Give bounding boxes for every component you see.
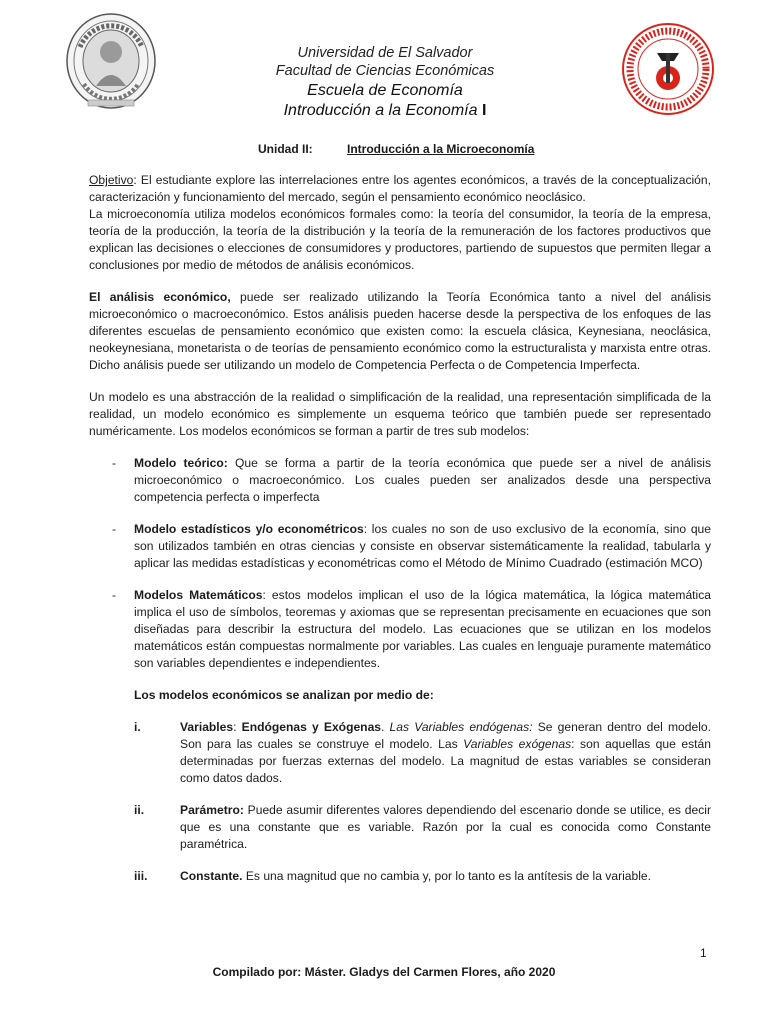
objective-paragraph	[89, 172, 711, 206]
university-seal-icon	[66, 12, 156, 110]
item-text: Es una magnitud que no cambia y, por lo tanto es la antítesis de la variable.	[242, 869, 652, 883]
bullet-dash: -	[112, 456, 117, 470]
course-suffix: I	[481, 102, 487, 119]
document-body	[89, 172, 711, 900]
bullet-dash: -	[112, 522, 117, 536]
document-footer: Compilado por: Máster. Gladys del Carmen Flores, año 2020	[212, 965, 556, 979]
unit-title: Introducción a la Microeconomía	[347, 142, 535, 156]
objective-label: Objetivo	[89, 173, 134, 187]
bullet-term: Modelo estadísticos y/o econométricos	[134, 522, 364, 536]
list-item	[89, 521, 711, 572]
analysis-elements-list	[89, 719, 711, 885]
item-italic: Variables exógenas	[463, 737, 572, 751]
objective-text: : El estudiante explore las interrelaciones entre los agentes económicos, a través de la conceptualización, caracterización y funcionamiento del mercado, según el pensamiento económico neoclásico.	[89, 173, 711, 204]
list-item	[89, 455, 711, 506]
roman-numeral: iii.	[134, 869, 148, 883]
bullet-term: Modelo teórico:	[134, 456, 228, 470]
list-item	[89, 868, 711, 885]
unit-label: Unidad II:	[258, 142, 313, 156]
list-item	[89, 719, 711, 787]
analysis-paragraph	[89, 289, 711, 374]
bullet-text: Que se forma a partir de la teoría económica que puede ser a nivel de análisis microeconómico o macroeconómico. Los cuales pueden ser analizados desde una perspectiva competencia perfecta o imperfecta	[134, 456, 712, 504]
page-number: 1	[700, 946, 707, 960]
document-header	[200, 44, 570, 121]
item-term: Parámetro:	[180, 803, 244, 817]
analysis-text: puede ser realizado utilizando la Teoría Económica tanto a nivel del análisis microeconómico o macroeconómico. Estos análisis pueden hacerse desde la perspectiva de los enfoques de las diferentes escuelas de pensamiento económico que existen como: la escuela clásica, Keynesiana, neoclásica, neokeynesiana, monetarista o de teorías de pensamiento económico como la estructuralista y marxista entre otras. Dicho análisis puede ser utilizando un modelo de Competencia Perfecta o de Competencia Imperfecta.	[89, 290, 711, 372]
bullet-dash: -	[112, 588, 117, 602]
course-main: Introducción a la Economía	[283, 102, 478, 119]
list-item	[89, 802, 711, 853]
item-text: :	[233, 720, 242, 734]
item-term-2: Endógenas y Exógenas	[241, 720, 382, 734]
model-paragraph: Un modelo es una abstracción de la realidad o simplificación de la realidad, una representación simplificada de la realidad, un modelo económico es simplemente un esquema teórico que también puede ser representado numéricamente. Los modelos económicos se forman a partir de tres sub modelos:	[89, 390, 711, 438]
item-text: : son aquellas que están determinadas por fuerzas externas del modelo. La magnitud de estas variables se consideran como datos dados.	[180, 737, 711, 785]
item-term: Constante.	[180, 869, 243, 883]
analysis-bold: El análisis económico,	[89, 290, 231, 304]
course-title	[200, 101, 570, 121]
university-name: Universidad de El Salvador	[297, 45, 473, 61]
item-text: Se generan dentro del modelo. Son para las cuales se construye el modelo. Las	[180, 720, 711, 751]
item-text: Puede asumir diferentes valores dependiendo del escenario donde se utilice, es decir que es una constante que es variable. Razón por la cual es conocida como Constante paramétrica.	[180, 803, 711, 851]
microeconomics-paragraph: La microeconomía utiliza modelos económicos formales como: la teoría del consumidor, la teoría de la empresa, teoría de la producción, la teoría de la distribución y la teoría de la remuneración de los factores productivos que explican las decisiones o elecciones de consumidores y productores, partiendo de supuestos que permiten llegar a conclusiones por medio de métodos de análisis económicos.	[89, 207, 711, 272]
roman-numeral: i.	[134, 720, 141, 734]
faculty-name: Facultad de Ciencias Económicas	[275, 63, 495, 79]
bullet-term: Modelos Matemáticos	[134, 588, 263, 602]
bullet-text: : los cuales no son de uso exclusivo de la economía, sino que son utilizados también en otras ciencias y consiste en observar sistemáticamente la realidad, tabularla y aplicar las medidas estadísticas y econométricas como el Método de Mínimo Cuadrado (estimación MCO)	[134, 522, 711, 570]
item-text: .	[381, 720, 390, 734]
school-name: Escuela de Economía	[307, 82, 463, 99]
analysis-heading: Los modelos económicos se analizan por medio de:	[134, 688, 434, 702]
item-italic: Las Variables endógenas:	[389, 720, 533, 734]
list-item	[89, 587, 711, 672]
roman-numeral: ii.	[134, 803, 145, 817]
faculty-seal-icon	[622, 23, 714, 115]
bullet-text: : estos modelos implican el uso de la lógica matemática, la lógica matemática implica el uso de símbolos, teoremas y axiomas que se representan precisamente en ecuaciones que son diseñadas para describir la estructura del modelo. Las ecuaciones que se utilizan en los modelos matemáticos están compuestas normalmente por variables. Las cuales en lenguaje puramente matemático son variables dependientes e independientes.	[134, 588, 711, 670]
sub-models-list	[89, 455, 711, 672]
item-term: Variables	[180, 720, 234, 734]
